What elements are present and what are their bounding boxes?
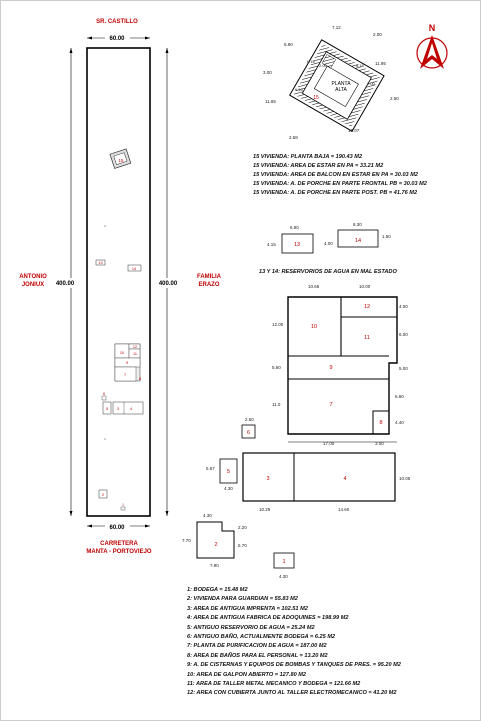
house-info-line-1: 15 VIVIENDA: PLANTA BAJA = 190.43 M2 <box>253 154 363 160</box>
block5-dim-1: 4.30 <box>224 486 233 491</box>
house-dim-5: 11.85 <box>265 99 276 104</box>
reservoir-caption: 13 Y 14: RESERVORIOS DE AGUA EN MAL ESTADO <box>259 269 397 275</box>
legend-list <box>187 586 401 699</box>
lot-label-12: 12 <box>132 345 138 349</box>
bottom-width-dim: 60.00 <box>109 525 125 531</box>
legend-item-6: 6: ANTIGUO BAÑO, ACTUALMENTE BODEGA = 6.25 M2 <box>187 634 336 641</box>
house-dim-4: 11.95 <box>375 61 386 66</box>
reservoir-dim-3: 4.00 <box>324 241 333 246</box>
lot-label-11: 11 <box>133 352 137 356</box>
right-neighbor-line-1: FAMILIA <box>197 274 221 280</box>
block34-dim-2: 10.05 <box>399 476 411 481</box>
house-dim-9: 6.15 <box>307 59 315 64</box>
house-info-line-4: 15 VIVIENDA: A. DE PORCHE EN PARTE FRONTAL PB = 30.03 M2 <box>253 181 427 187</box>
block34-dim-1: 14.60 <box>338 507 350 512</box>
block34-dim-0: 10.25 <box>259 507 271 512</box>
house-dim-13: 2.00 <box>367 81 375 86</box>
reservoir-dim-2: 4.15 <box>267 242 276 247</box>
block34-label-4: 4 <box>343 476 347 482</box>
bottom-road-line-2: MANTA - PORTOVIEJO <box>86 549 152 555</box>
block-dim-10: 17.00 <box>323 441 335 446</box>
reservoir-label-14: 14 <box>354 238 362 244</box>
house-dim-3: 3.00 <box>263 70 272 75</box>
lot-label-15: 15 <box>118 158 124 163</box>
block-dim-1: 10.00 <box>359 284 371 289</box>
house-label-line-2: ALTA <box>335 87 347 93</box>
legend-item-5: 5: ANTIGUO RESERVORIO DE AGUA = 25.24 M2 <box>187 624 315 631</box>
legend-item-4: 4: AREA DE ANTIGUA FABRICA DE ADOQUINES = 198.99 M2 <box>187 615 349 622</box>
house-dim-2: 2.00 <box>373 32 382 37</box>
north-label: N <box>428 23 436 33</box>
block1-label: 1 <box>282 559 286 565</box>
lot-label-6: 6 <box>102 392 106 396</box>
legend-item-12: 12: AREA CON CUBIERTA JUNTO AL TALLER ELECTROMECANICO = 41.20 M2 <box>187 690 397 697</box>
block-6 <box>242 417 255 438</box>
block-label-8: 8 <box>379 420 383 426</box>
block2-dim-0: 4.30 <box>203 513 212 518</box>
left-neighbor-line-2: JONIUX <box>21 282 45 288</box>
right-neighbor-line-2: ERAZO <box>198 282 220 288</box>
legend-item-7: 7: PLANTA DE PURIFICACION DE AGUA = 187.00 M2 <box>187 643 327 650</box>
lot-label-8: 8 <box>138 377 142 381</box>
house-label-line-1: PLANTA <box>331 81 351 87</box>
left-length-dim: 400.00 <box>55 281 75 287</box>
block2-dim-2: 2.20 <box>238 525 247 530</box>
lot-label-3: 3 <box>116 407 120 411</box>
block-label-12: 12 <box>363 304 371 310</box>
house-info-block <box>253 153 427 198</box>
block-dim-6: 5.00 <box>399 366 408 371</box>
block5-label: 5 <box>226 469 231 475</box>
block6-label: 6 <box>246 430 251 436</box>
block-dim-3: 4.00 <box>399 304 408 309</box>
block1-dim: 4.30 <box>279 574 288 579</box>
house-info-line-2: 15 VIVIENDA: AREA DE ESTAR EN PA = 33.21 M2 <box>253 163 384 169</box>
block2-dim-4: 7.90 <box>210 563 219 568</box>
site-lot <box>19 19 221 555</box>
block-dim-9: 4.40 <box>395 420 404 425</box>
block-1 <box>274 553 294 579</box>
block-dim-4: 6.00 <box>399 332 408 337</box>
house-dim-12: 6.16 <box>295 87 303 92</box>
legend-item-2: 2: VIVIENDA PARA GUARDIAN = 55.83 M2 <box>187 596 298 603</box>
block-label-7: 7 <box>329 402 333 408</box>
lot-label-5: 5 <box>105 407 109 411</box>
reservoirs-13-14 <box>267 222 391 253</box>
legend-item-9: 9: A. DE CISTERNAS Y EQUIPOS DE BOMBAS Y TANQUES DE PRES. = 95.20 M2 <box>187 662 401 669</box>
legend-item-11: 11: AREA DE TALLER METAL MECANICO Y BODEGA = 121.66 M2 <box>187 681 361 688</box>
block2-label: 2 <box>214 542 218 548</box>
lot-label-1: 1 <box>122 503 124 507</box>
block-dim-5: 5.60 <box>272 365 281 370</box>
block-dim-7: 6.60 <box>395 394 404 399</box>
house-dim-6: 2.50 <box>390 96 399 101</box>
house-info-line-5: 15 VIVIENDA: A. DE PORCHE EN PARTE POST. PB = 41.76 M2 <box>253 190 418 196</box>
right-length-dim: 400.00 <box>158 281 178 287</box>
lot-label-2: 2 <box>101 493 105 497</box>
block-label-10: 10 <box>310 324 318 330</box>
block-dim-8: 11.0 <box>272 402 281 407</box>
main-block-7-12 <box>272 284 408 446</box>
house-dim-0: 7.12 <box>332 25 341 30</box>
block2-dim-3: 5.70 <box>238 543 247 548</box>
block-3-4 <box>243 453 411 512</box>
house-plan <box>263 25 399 140</box>
north-arrow-icon <box>417 23 447 69</box>
block5-dim-0: 5.67 <box>206 466 215 471</box>
lot-label-13: 13 <box>98 261 103 265</box>
legend-item-8: 8: AREA DE BAÑOS PARA EL PERSONAL = 13.20 M2 <box>187 652 328 659</box>
left-neighbor-line-1: ANTONIO <box>19 274 47 280</box>
block-dim-11: 3.00 <box>375 441 384 446</box>
block-5 <box>206 459 237 491</box>
legend-item-10: 10: AREA DE GALPON ABIERTO = 127.80 M2 <box>187 671 307 678</box>
reservoir-dim-0: 6.90 <box>290 225 299 230</box>
block-2 <box>182 513 247 568</box>
reservoir-label-13: 13 <box>293 242 301 248</box>
house-dim-1: 6.80 <box>284 42 293 47</box>
block34-label-3: 3 <box>266 476 270 482</box>
lot-boundary <box>87 48 150 516</box>
top-width-dim: 60.00 <box>109 36 125 42</box>
lot-label-10: 10 <box>119 351 125 355</box>
lot-label-4: 4 <box>129 407 133 411</box>
house-info-line-3: 15 VIVIENDA: AREA DE BALCON EN ESTAR EN PA = 30.03 M2 <box>253 172 418 178</box>
house-dim-8: 16.07 <box>348 128 360 133</box>
lot-label-9: 9 <box>125 361 129 365</box>
house-dim-7: 2.58 <box>289 135 298 140</box>
lot-label-7: 7 <box>123 373 127 377</box>
bottom-road-line-1: CARRETERA <box>100 541 138 547</box>
block-dim-2: 12.00 <box>272 322 284 327</box>
top-road-label: SR. CASTILLO <box>96 19 138 25</box>
legend-item-3: 3: AREA DE ANTIGUA IMPRENTA = 102.51 M2 <box>187 605 308 612</box>
house-dim-10: 8.18 <box>356 63 364 68</box>
block-dim-0: 10.65 <box>308 284 320 289</box>
block2-dim-1: 7.70 <box>182 538 191 543</box>
house-number: 15 <box>313 95 319 101</box>
house-dim-11: 2.00 <box>319 63 327 68</box>
block-label-11: 11 <box>364 335 370 341</box>
reservoir-dim-4: 1.50 <box>382 234 391 239</box>
lot-label-14: 14 <box>131 267 137 271</box>
legend-item-1: 1: BODEGA = 15.48 M2 <box>187 587 248 593</box>
block-label-9: 9 <box>329 365 333 371</box>
reservoir-dim-1: 8.30 <box>353 222 362 227</box>
block6-dim: 2.50 <box>245 417 254 422</box>
